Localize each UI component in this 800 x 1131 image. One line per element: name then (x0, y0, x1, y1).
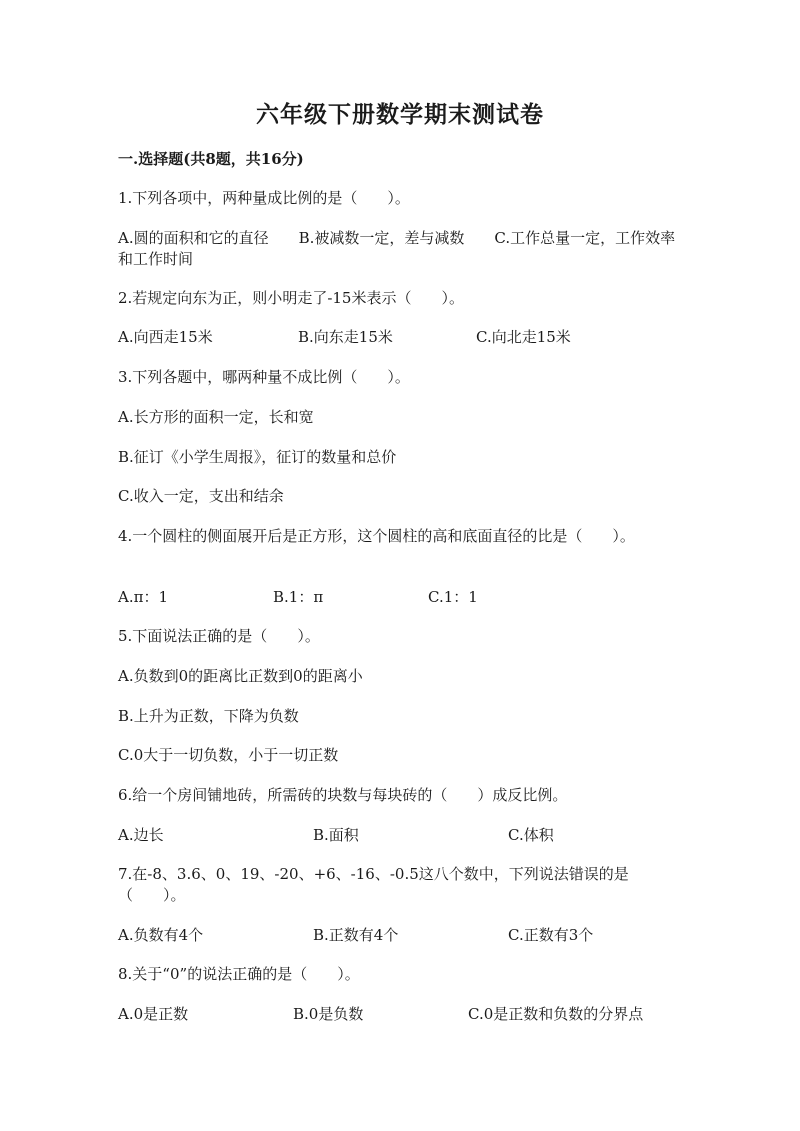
question-1-stem: 1.下列各项中，两种量成比例的是（ ）。 (118, 189, 410, 207)
question-3-option-a: A.长方形的面积一定，长和宽 (118, 408, 314, 426)
question-4-option-b: B.1：π (273, 588, 324, 606)
question-4-option-c: C.1：1 (428, 588, 478, 606)
question-5-option-b: B.上升为正数，下降为负数 (118, 707, 299, 725)
question-5-option-c: C.0大于一切负数，小于一切正数 (118, 746, 339, 764)
question-4-stem: 4.一个圆柱的侧面展开后是正方形，这个圆柱的高和底面直径的比是（ ）。 (118, 527, 635, 545)
question-2-option-b: B.向东走15米 (298, 328, 393, 346)
question-7-options (118, 925, 678, 947)
question-8-option-a: A.0是正数 (118, 1005, 189, 1023)
question-5-stem: 5.下面说法正确的是（ ）。 (118, 627, 320, 645)
question-7-option-a: A.负数有4个 (118, 926, 204, 944)
question-5-option-a: A.负数到0的距离比正数到0的距离小 (118, 667, 363, 685)
question-3-option-b: B.征订《小学生周报》，征订的数量和总价 (118, 448, 397, 466)
question-1-options: A.圆的面积和它的直径 B.被减数一定，差与减数 C.工作总量一定，工作效率和工作时间 (118, 229, 676, 268)
question-6-option-a: A.边长 (118, 826, 164, 844)
question-2-option-c: C.向北走15米 (476, 328, 571, 346)
question-7-stem: 7.在-8、3.6、0、19、-20、+6、-16、-0.5这八个数中，下列说法错误的是（ ）。 (118, 865, 629, 904)
section-heading: 一.选择题(共8题，共16分) (118, 150, 304, 168)
question-4-options (118, 587, 678, 609)
question-8-option-c: C.0是正数和负数的分界点 (468, 1005, 644, 1023)
question-3-stem: 3.下列各题中，哪两种量不成比例（ ）。 (118, 368, 410, 386)
question-6-stem: 6.给一个房间铺地砖，所需砖的块数与每块砖的（ ）成反比例。 (118, 786, 568, 804)
question-2-option-a: A.向西走15米 (118, 328, 213, 346)
question-6-option-c: C.体积 (508, 826, 554, 844)
question-7-option-c: C.正数有3个 (508, 926, 594, 944)
question-6-options (118, 825, 678, 847)
question-2-options (118, 327, 678, 349)
question-8-option-b: B.0是负数 (293, 1005, 364, 1023)
question-2-stem: 2.若规定向东为正，则小明走了-15米表示（ ）。 (118, 289, 464, 307)
question-4-option-a: A.π：1 (118, 588, 169, 606)
question-8-stem: 8.关于“0”的说法正确的是（ ）。 (118, 965, 360, 983)
question-7-option-b: B.正数有4个 (313, 926, 399, 944)
exam-title: 六年级下册数学期末测试卷 (256, 101, 544, 128)
question-8-options (118, 1004, 678, 1026)
question-6-option-b: B.面积 (313, 826, 359, 844)
question-3-option-c: C.收入一定，支出和结余 (118, 487, 284, 505)
